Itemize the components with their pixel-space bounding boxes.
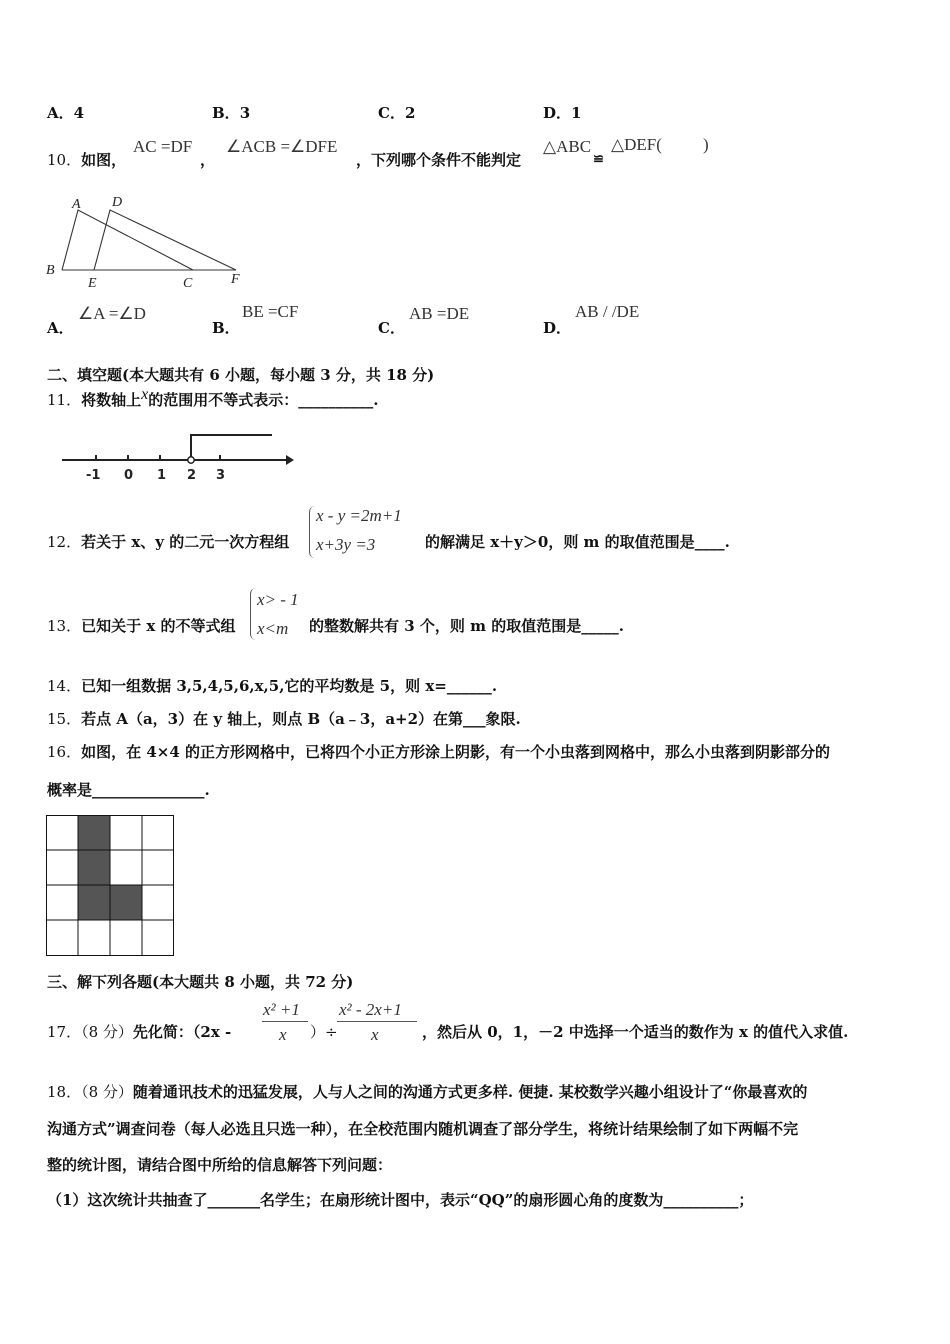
section3-heading: 三、解下列各题(本大题共 8 小题，共 72 分)	[47, 973, 354, 991]
option-text: 1	[571, 104, 582, 122]
q10-option-d-math: AB / /DE	[575, 302, 640, 321]
q10-option-a-math: ∠A =∠D	[78, 304, 146, 323]
label-f: F	[231, 272, 240, 287]
q10-number: 10．如图，	[47, 151, 127, 169]
q15-line: 15．若点 A（a，3）在 y 轴上，则点 B（a﹣3，a+2）在第___象限.	[47, 710, 521, 728]
q10-tri1: △ABC	[543, 137, 592, 156]
q10-option-b-math: BE =CF	[242, 302, 299, 321]
label-d: D	[112, 195, 123, 210]
q10-tri2: △DEF(	[611, 135, 662, 154]
section2-heading: 二、填空题(本大题共有 6 小题，每小题 3 分，共 18 分)	[47, 366, 435, 384]
q17-frac2-bar	[337, 1021, 417, 1022]
q10-congruent: ≌	[593, 152, 604, 167]
q17-frac2-num: x² - 2x+1	[339, 1000, 402, 1019]
q12-eq2: x+3y =3	[316, 535, 376, 554]
q14-line: 14．已知一组数据 3,5,4,5,6,x,5,它的平均数是 5，则 x=______.	[47, 677, 498, 695]
shaded-cell	[78, 815, 110, 850]
tick-label: 3	[216, 468, 226, 483]
q13-ineq2: x<m	[257, 619, 289, 638]
tick-label: 0	[124, 468, 134, 483]
q13-brace	[250, 588, 257, 640]
q12-lead: 12．若关于 x、y 的二元一次方程组	[47, 533, 290, 551]
q13-tail: 的整数解共有 3 个，则 m 的取值范围是_____.	[309, 617, 624, 635]
q10-option-c-math: AB =DE	[409, 304, 470, 323]
label-a: A	[72, 197, 81, 212]
q10-option-a-letter: A．	[47, 319, 74, 337]
q16-line2: 概率是_______________.	[47, 781, 210, 799]
option-text: 2	[404, 104, 416, 122]
tick-label: 2	[187, 468, 197, 483]
option-letter: C．	[378, 104, 405, 122]
q10-paren-close: )	[703, 135, 709, 154]
q12-tail: 的解满足 x＋y＞0，则 m 的取值范围是____.	[425, 533, 730, 551]
label-c: C	[183, 276, 193, 291]
q11-number-line	[60, 428, 300, 484]
q16-line1: 16．如图，在 4×4 的正方形网格中，已将四个小正方形涂上阴影，有一个小虫落到网格中，那么小虫落到阴影部分的	[47, 743, 830, 761]
q10-cond2: ∠ACB =∠DFE	[226, 137, 338, 156]
option-letter: D．	[543, 104, 572, 122]
q17-frac1-bar	[262, 1021, 308, 1022]
q17-tail: ，然后从 0，1，－2 中选择一个适当的数作为 x 的值代入求值.	[422, 1023, 849, 1041]
q17-frac1-num: x² +1	[263, 1000, 300, 1019]
q10-triangle-figure	[40, 190, 255, 290]
q10-option-c-letter: C．	[378, 319, 405, 337]
q12-brace	[309, 506, 316, 558]
q17-mid: ）÷	[310, 1023, 338, 1041]
q10-cond1: AC =DF	[133, 137, 193, 156]
q16-grid-figure	[46, 815, 176, 957]
label-e: E	[88, 276, 97, 291]
q18-line1: 18．（8 分）随着通讯技术的迅猛发展，人与人之间的沟通方式更多样. 便捷. 某校数学兴趣小组设计了“你最喜欢的	[47, 1083, 808, 1101]
option-text: 4	[73, 104, 85, 122]
tick-label: 1	[157, 468, 167, 483]
shaded-cell	[78, 850, 110, 885]
open-circle-2	[188, 457, 194, 463]
q9-option-d	[543, 104, 581, 122]
q9-option-a	[47, 104, 84, 122]
q11-line: 11．将数轴上x的范围用不等式表示：__________.	[47, 386, 379, 409]
q9-option-b	[212, 104, 250, 122]
q12-eq1: x - y =2m+1	[316, 506, 402, 525]
q18-line3: 整的统计图，请结合图中所给的信息解答下列问题：	[47, 1156, 393, 1174]
tick-label: -1	[86, 468, 101, 483]
shaded-cell	[78, 885, 110, 920]
axis-arrow	[286, 455, 294, 465]
option-letter: A．	[47, 104, 74, 122]
q17-frac1-den: x	[279, 1025, 287, 1044]
range-line	[191, 435, 272, 458]
q18-line2: 沟通方式”调查问卷（每人必选且只选一种），在全校范围内随机调查了部分学生，将统计结果绘制了如下两幅不完	[47, 1120, 799, 1138]
q10-option-d-letter: D．	[543, 319, 572, 337]
q13-lead: 13．已知关于 x 的不等式组	[47, 617, 236, 635]
triangle-def	[94, 210, 236, 270]
option-letter: B．	[212, 104, 240, 122]
q18-sub1: （1）这次统计共抽查了_______名学生；在扇形统计图中，表示“QQ”的扇形圆心角的度数为__________；	[47, 1191, 754, 1209]
q10-text: ，下列哪个条件不能判定	[356, 151, 522, 169]
option-text: 3	[239, 104, 251, 122]
q10-comma: ，	[200, 151, 216, 169]
q9-option-c	[378, 104, 415, 122]
shaded-cell	[110, 885, 142, 920]
q10-option-b-letter: B．	[212, 319, 240, 337]
label-b: B	[46, 263, 55, 278]
q17-lead: 17．（8 分）先化简：（2x -	[47, 1023, 232, 1041]
q13-ineq1: x> - 1	[257, 590, 299, 609]
q17-frac2-den: x	[371, 1025, 379, 1044]
